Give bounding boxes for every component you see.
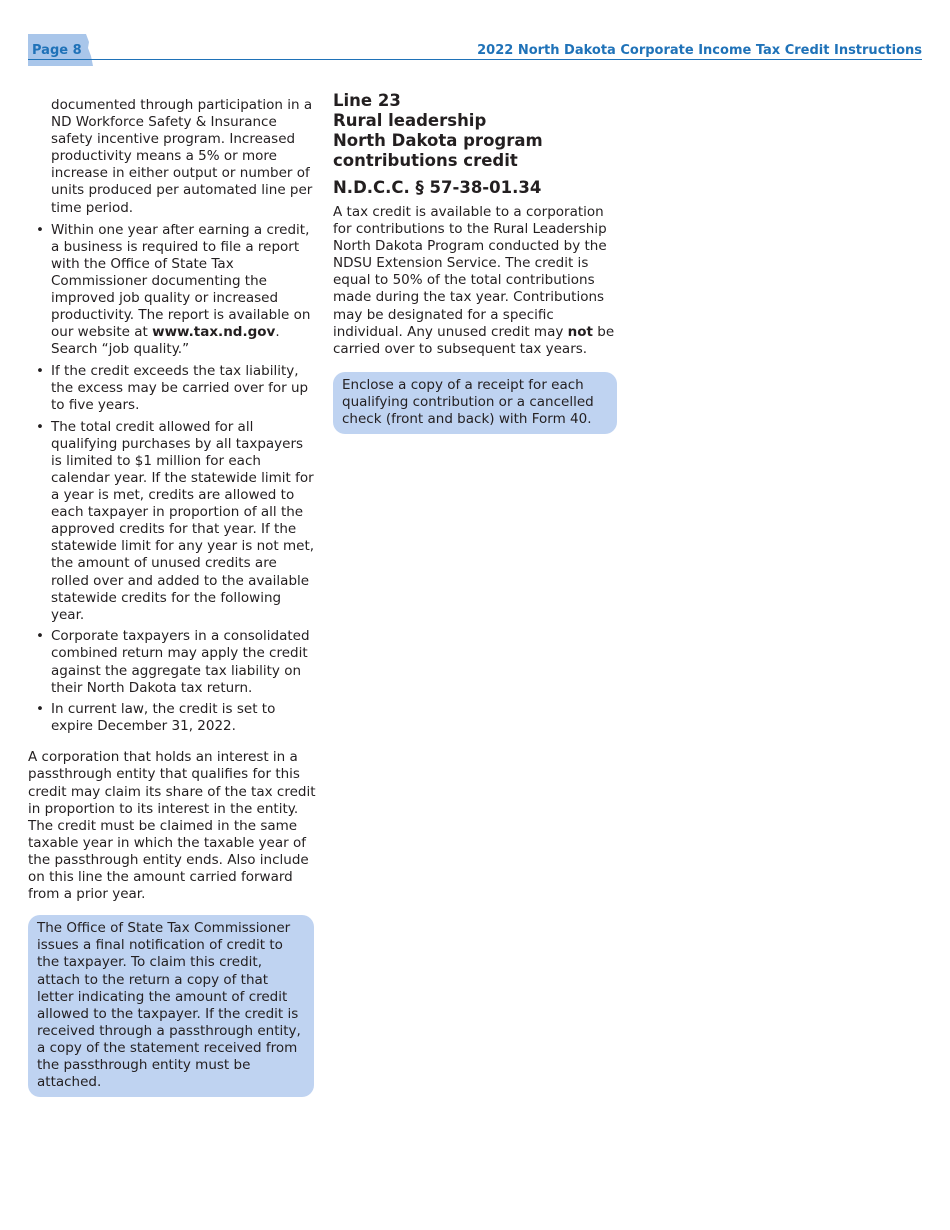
requirements-list	[28, 222, 318, 736]
credit-description	[333, 204, 623, 358]
emphasis-text: not	[567, 323, 593, 340]
enclosure-note: Enclose a copy of a receipt for each qualifying contribution or a cancelled check (front and back) with Form 40.	[333, 372, 617, 434]
section-title-line-3: contributions credit	[333, 151, 518, 170]
list-item-text: . Search “job quality.”	[51, 324, 280, 358]
page-header	[28, 34, 922, 68]
page-number: Page 8	[32, 43, 82, 58]
body-text: be carried over to subsequent tax years.	[333, 323, 615, 357]
page-tab	[28, 34, 94, 68]
right-column	[333, 91, 623, 434]
document-title: 2022 North Dakota Corporate Income Tax Credit Instructions	[477, 43, 922, 58]
list-item: • In current law, the credit is set to expire December 31, 2022.	[28, 701, 318, 735]
section-title-line-2: North Dakota program	[333, 131, 543, 150]
body-text: A tax credit is available to a corporation for contributions to the Rural Leadership North Dakota Program conducted by the NDSU Extension Service. The credit is equal to 50% of the total contributions made during the tax year. Contributions may be designated for a specific individual. Any unused credit may	[333, 204, 607, 340]
section-title-line-1: Rural leadership	[333, 111, 487, 130]
line-number-heading: Line 23	[333, 91, 401, 110]
statute-reference: N.D.C.C. § 57-38-01.34	[333, 178, 542, 197]
list-item: • If the credit exceeds the tax liability, the excess may be carried over for up to five years.	[28, 363, 318, 414]
left-column	[28, 97, 318, 1097]
header-divider	[28, 59, 922, 60]
list-item: • The total credit allowed for all qualifying purchases by all taxpayers is limited to $1 million for each calendar year. If the statewide limit for a year is met, credits are allowed to each taxpayer in proportion of all the approved credits for that year. If the statewide limit for any year is not met, the amount of unused credits are rolled over and added to the available statewide credits for the following year.	[28, 419, 318, 624]
passthrough-paragraph: A corporation that holds an interest in a passthrough entity that qualifies for this credit may claim its share of the tax credit in proportion to its interest in the entity. The credit must be claimed in the same taxable year in which the taxable year of the passthrough entity ends. Also include on this line the amount carried forward from a prior year.	[28, 749, 316, 903]
list-item-text: Within one year after earning a credit, a business is required to file a report with the Office of State Tax Commissioner documenting the improved job quality or increased productivity. The report is available on our website at	[51, 221, 311, 341]
list-item: • Corporate taxpayers in a consolidated combined return may apply the credit against the aggregate tax liability on their North Dakota tax return.	[28, 628, 318, 696]
continued-bullet-text: documented through participation in a ND Workforce Safety & Insurance safety incentive program. Increased productivity means a 5% or more increase in either output or number of units produced per automated line per time period.	[51, 97, 313, 216]
list-item	[28, 222, 318, 359]
notification-note: The Office of State Tax Commissioner issues a final notification of credit to the taxpayer. To claim this credit, attach to the return a copy of that letter indicating the amount of credit allowed to the taxpayer. If the credit is received through a passthrough entity, a copy of the statement received from the passthrough entity must be attached.	[28, 915, 314, 1097]
website-link[interactable]: www.tax.nd.gov	[152, 324, 276, 341]
